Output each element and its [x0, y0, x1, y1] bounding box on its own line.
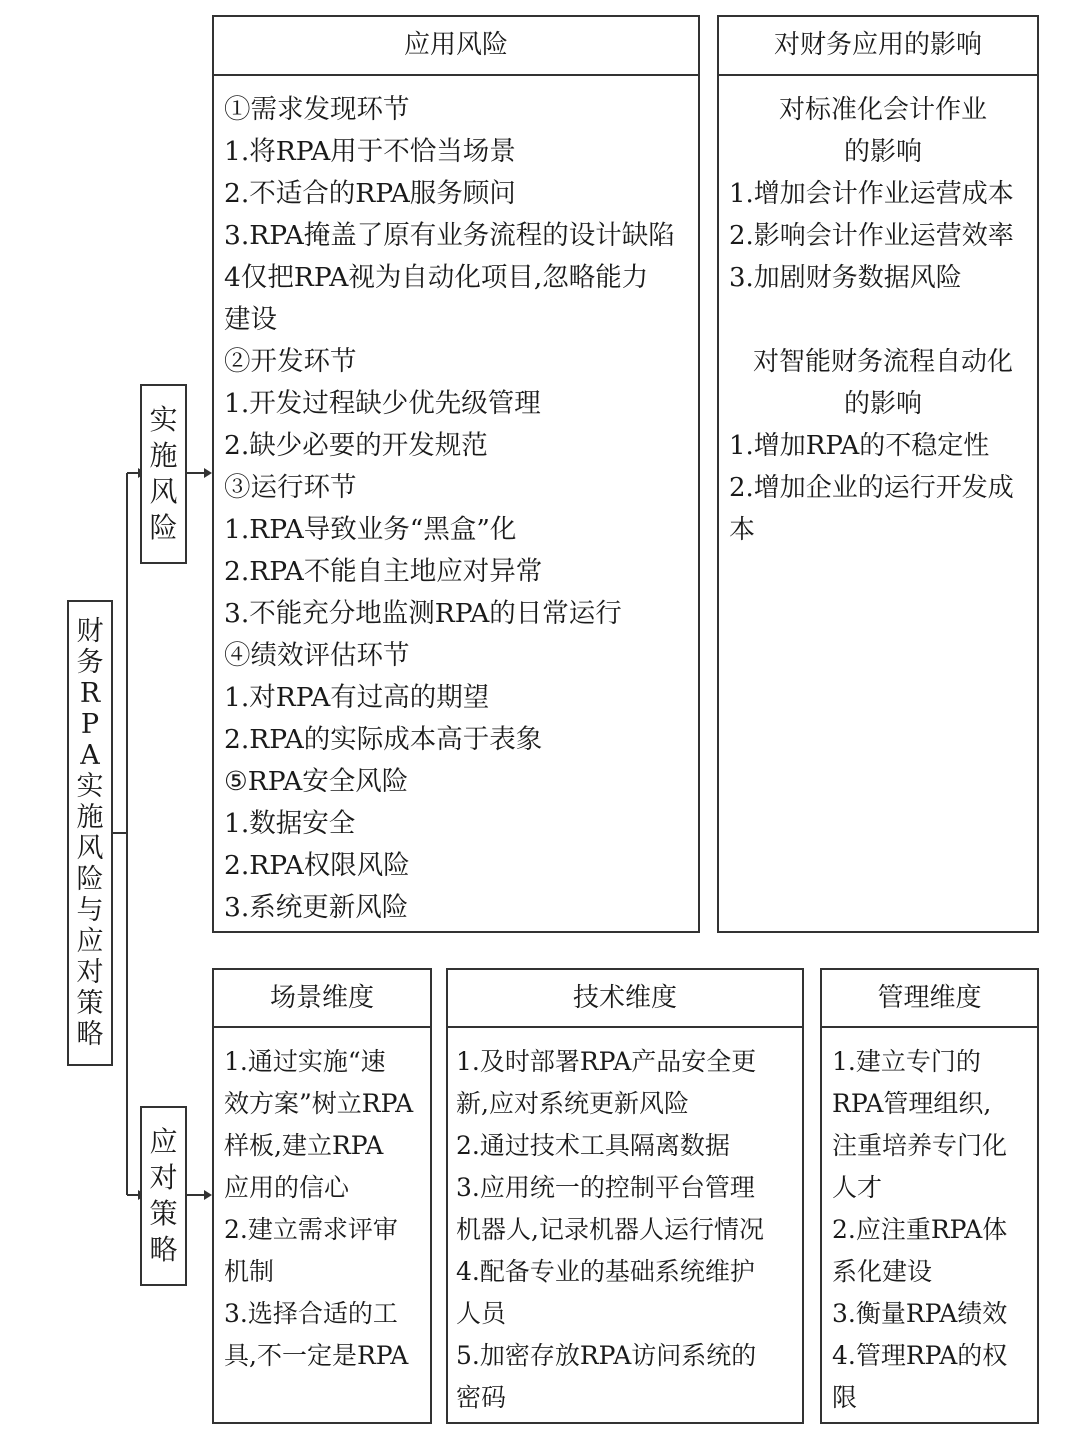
risk-item: ⑤RPA安全风险: [224, 766, 409, 797]
risk-item: 3.不能充分地监测RPA的日常运行: [224, 598, 622, 629]
response-strategy-node: [140, 1106, 187, 1286]
technology-item: 2.通过技术工具隔离数据: [456, 1131, 730, 1160]
root-label-char: 险: [76, 864, 104, 895]
management-item: 人才: [832, 1173, 883, 1202]
technology-item: 人员: [456, 1299, 507, 1328]
management-item: 系化建设: [832, 1257, 933, 1286]
risk-item: 1.将RPA用于不恰当场景: [224, 136, 516, 167]
response-label-char: 略: [149, 1233, 178, 1266]
scenario-item: 具,不一定是RPA: [224, 1341, 409, 1370]
management-item: 4.管理RPA的权: [832, 1341, 1008, 1370]
risk-item: 4仅把RPA视为自动化项目,忽略能力: [224, 262, 649, 293]
technology-item: 4.配备专业的基础系统维护: [456, 1257, 755, 1286]
application-risk-list: [214, 76, 698, 929]
management-dimension-list: [822, 1028, 1037, 1419]
implementation-label-char: 施: [149, 439, 178, 472]
root-label-char: P: [80, 709, 100, 740]
root-label-char: 实: [76, 771, 104, 802]
management-dimension-title: 管理维度: [822, 970, 1037, 1028]
finance-impact-content: [719, 76, 1037, 551]
technology-dimension-box: [446, 968, 804, 1424]
management-item: 3.衡量RPA绩效: [832, 1299, 1008, 1328]
technology-item: 3.应用统一的控制平台管理: [456, 1173, 755, 1202]
risk-item: 2.RPA不能自主地应对异常: [224, 556, 543, 587]
risk-item: 1.对RPA有过高的期望: [224, 682, 490, 713]
risk-item: 1.RPA导致业务“黑盒”化: [224, 514, 517, 545]
response-label-char: 对: [149, 1161, 178, 1194]
risk-item: ③运行环节: [224, 472, 357, 503]
management-item: 2.应注重RPA体: [832, 1215, 1008, 1244]
management-item: 注重培养专门化: [832, 1131, 1008, 1160]
impact-item: 1.增加RPA的不稳定性: [729, 431, 990, 461]
implementation-label-char: 风: [149, 475, 178, 508]
root-label-char: 策: [76, 988, 104, 1019]
risk-item: ①需求发现环节: [224, 94, 410, 125]
arrowhead-risk-box: [204, 468, 212, 478]
scenario-item: 机制: [224, 1257, 275, 1286]
implementation-label-char: 实: [149, 403, 178, 436]
root-label-char: 风: [76, 833, 104, 864]
management-item: RPA管理组织,: [832, 1089, 992, 1118]
response-label-char: 应: [149, 1125, 178, 1158]
root-label-char: 略: [76, 1019, 104, 1050]
root-label-char: R: [79, 678, 101, 709]
technology-item: 5.加密存放RPA访问系统的: [456, 1341, 757, 1370]
implementation-risk-label: [142, 386, 185, 562]
finance-impact-box: [717, 15, 1039, 933]
risk-item: 1.数据安全: [224, 808, 356, 839]
risk-item: 1.开发过程缺少优先级管理: [224, 388, 541, 419]
risk-item: 2.不适合的RPA服务顾问: [224, 178, 516, 209]
technology-item: 机器人,记录机器人运行情况: [456, 1215, 764, 1244]
finance-impact-title: 对财务应用的影响: [719, 17, 1037, 76]
response-strategy-label: [142, 1108, 185, 1284]
application-risk-box: [212, 15, 700, 933]
technology-item: 1.及时部署RPA产品安全更: [456, 1047, 757, 1076]
scenario-item: 3.选择合适的工: [224, 1299, 398, 1328]
impact-section2-heading: 对智能财务流程自动化 的影响: [752, 347, 1013, 419]
risk-item: 2.RPA的实际成本高于表象: [224, 724, 543, 755]
risk-item: ②开发环节: [224, 346, 357, 377]
root-label-char: 与: [76, 895, 104, 926]
technology-item: 新,应对系统更新风险: [456, 1089, 689, 1118]
risk-item: 2.RPA权限风险: [224, 850, 410, 881]
root-node: [67, 600, 113, 1066]
root-label-char: 施: [76, 802, 104, 833]
scenario-item: 应用的信心: [224, 1173, 350, 1202]
technology-item: 密码: [456, 1383, 507, 1412]
application-risk-title: 应用风险: [214, 17, 698, 76]
scenario-item: 1.通过实施“速: [224, 1047, 386, 1076]
scenario-dimension-title: 场景维度: [214, 970, 430, 1028]
impact-item: 2.影响会计作业运营效率: [729, 221, 1014, 251]
impact-item: 3.加剧财务数据风险: [729, 263, 962, 293]
root-label: [69, 602, 111, 1064]
risk-item: 建设: [224, 304, 277, 335]
scenario-dimension-box: [212, 968, 432, 1424]
root-label-char: 务: [76, 647, 104, 678]
management-dimension-box: [820, 968, 1039, 1424]
scenario-item: 2.建立需求评审: [224, 1215, 398, 1244]
risk-item: 2.缺少必要的开发规范: [224, 430, 488, 461]
root-label-char: A: [80, 740, 100, 771]
impact-section1-heading: 对标准化会计作业 的影响: [778, 95, 987, 167]
risk-item: ④绩效评估环节: [224, 640, 410, 671]
scenario-item: 效方案”树立RPA: [224, 1089, 414, 1118]
impact-item: 2.增加企业的运行开发成: [729, 473, 1014, 503]
root-label-char: 对: [76, 957, 104, 988]
arrowhead-strategy-boxes: [204, 1190, 212, 1200]
risk-item: 3.RPA掩盖了原有业务流程的设计缺陷: [224, 220, 675, 251]
technology-dimension-list: [448, 1028, 802, 1419]
scenario-item: 样板,建立RPA: [224, 1131, 384, 1160]
root-label-char: 财: [76, 616, 104, 647]
management-item: 1.建立专门的: [832, 1047, 981, 1076]
scenario-dimension-list: [214, 1028, 430, 1377]
management-item: 限: [832, 1383, 858, 1412]
impact-item: 本: [729, 515, 756, 545]
technology-dimension-title: 技术维度: [448, 970, 802, 1028]
risk-item: 3.系统更新风险: [224, 892, 409, 923]
response-label-char: 策: [149, 1197, 178, 1230]
impact-item: 1.增加会计作业运营成本: [729, 179, 1014, 209]
implementation-risk-node: [140, 384, 187, 564]
implementation-label-char: 险: [149, 511, 178, 544]
root-label-char: 应: [76, 926, 104, 957]
